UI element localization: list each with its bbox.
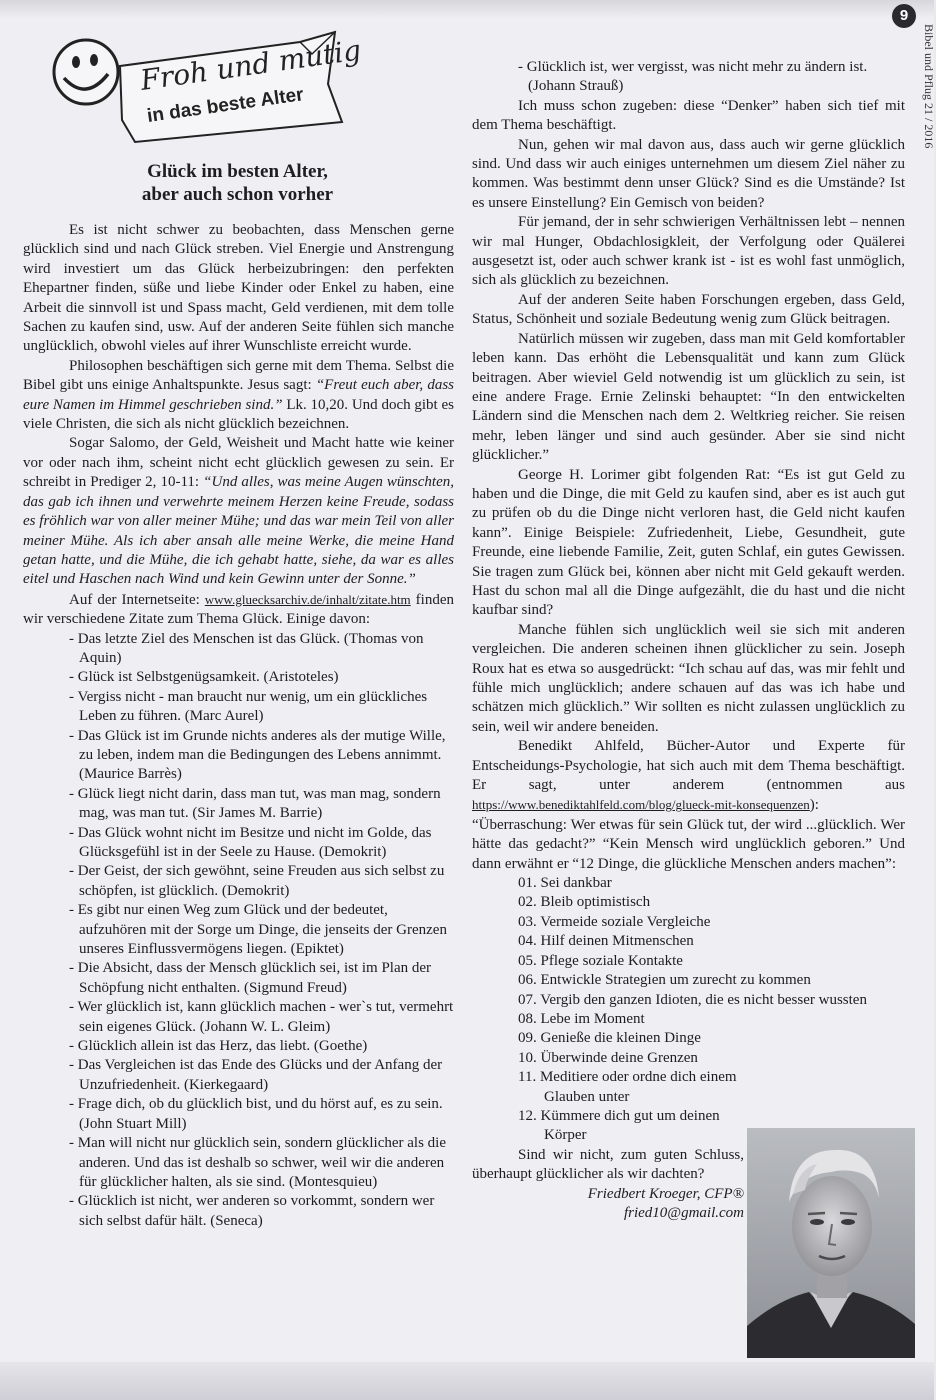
title-line2: aber auch schon vorher	[141, 184, 334, 205]
paragraph-r3: Für jemand, der in sehr schwierigen Verhältnissen lebt – nennen wir mal Hunger, Obdachlosigkleit, der Verfolgung oder Quälerei ausgesetzt ist, oder auch schwer krank ist - ist es wohl fast unmöglich, sich als glücklich zu bezeichnen.	[472, 214, 905, 289]
paragraph-3	[23, 434, 454, 589]
author-photo	[747, 1128, 915, 1358]
paragraph-2-text: Philosophen beschäftigen sich gerne mit dem Thema. Selbst die Bibel gibt uns einige Anhaltspunkte. Jesus sagt:	[23, 357, 454, 394]
quote-item: - Frage dich, ob du glücklich bist, und du hörst auf, es zu sein. (John Stuart Mill)	[69, 1096, 443, 1132]
paragraph-2-text-end: Lk. 10,20. Und doch gibt es viele Christen, die sich als nicht glücklich bezeichnen.	[23, 396, 455, 433]
list-item: 11. Meditiere oder ordne dich einem Glauben unter	[518, 1069, 737, 1105]
zitate-link[interactable]: www.gluecksarchiv.de/inhalt/zitate.htm	[204, 591, 411, 607]
quote-item: - Das Vergleichen ist das Ende des Glücks und der Anfang der Unzufriedenheit. (Kierkegaard)	[69, 1057, 443, 1093]
paragraph-r8-text-end: ): “Überraschung: Wer etwas für sein Glück tut, der wird ...glücklich. Wer hätte das gedacht?” “Kein Mensch wird unglücklich geboren.” Und dann erwähnt er “12 Dinge, die glückliche Menschen anders machen”:	[472, 797, 905, 872]
list-item: 01. Sei dankbar	[518, 875, 612, 892]
twelve-things-list	[472, 874, 905, 1146]
page-bottom-edge	[0, 1362, 934, 1400]
paragraph-r2: Nun, gehen wir mal davon aus, dass auch wir gerne glücklich sind. Und dass wir auch einiges unternehmen um diesem Ziel näher zu kommen. Was bestimmt denn unser Glück? Sind es die Umstände? Ist es unsere Einstellung? Ein Gemisch von beiden?	[472, 136, 905, 211]
list-item: 08. Lebe im Moment	[518, 1010, 645, 1027]
list-item: 02. Bleib optimistisch	[518, 894, 651, 911]
closing-block	[472, 1146, 744, 1224]
banner-line1: Froh und mutig	[138, 33, 364, 97]
bible-quote-prediger: “Und alles, was meine Augen wünschten, das gab ich ihnen und verwehrte meinem Herzen keine Freude, sodass es fröhlich war von aller meiner Mühe; und das war mein Teil von aller meiner Mühe. Als ich aber ansah alle meine Werke, die meine Hand getan hatte, und die Mühe, die ich gehabt hatte, siehe, da war es alles eitel und Haschen nach Wind und kein Gewinn unter der Sonne.”	[23, 474, 454, 588]
page-number: 9	[892, 4, 916, 28]
left-column	[23, 221, 454, 1231]
quote-item: - Vergiss nicht - man braucht nur wenig, um ein glückliches Leben zu führen. (Marc Aurel)	[69, 688, 428, 725]
quote-item: - Glücklich allein ist das Herz, das liebt. (Goethe)	[69, 1038, 368, 1055]
author-name: Friedbert Kroeger, CFP®	[587, 1185, 744, 1202]
title-line1: Glück im besten Alter,	[147, 161, 328, 182]
quote-item: - Glücklich ist, wer vergisst, was nicht mehr zu ändern ist. (Johann Strauß)	[518, 59, 868, 95]
paragraph-3-text: Sogar Salomo, der Geld, Weisheit und Macht hatte wie keiner vor oder nach ihm, scheint nicht echt glücklich gewesen zu sein. Er schreibt in Prediger 2, 10-11:	[23, 435, 454, 491]
paragraph-2	[23, 357, 454, 435]
list-item: 10. Überwinde deine Grenzen	[518, 1049, 698, 1066]
quote-item: - Wer glücklich ist, kann glücklich machen - wer`s tut, vermehrt sein eigenes Glück. (Johann W. L. Gleim)	[69, 999, 454, 1035]
bible-quote-luke: “Freut euch aber, dass eure Namen im Himmel geschrieben sind.”	[23, 377, 455, 413]
paragraph-4-text: Auf der Internetseite:	[69, 591, 205, 608]
author-email[interactable]: fried10@gmail.com	[623, 1204, 744, 1221]
quote-item: - Glück ist Selbstgenügsamkeit. (Aristoteles)	[69, 669, 339, 686]
quote-item: - Die Absicht, dass der Mensch glücklich sei, ist im Plan der Schöpfung nicht enthalten. (Sigmund Freud)	[69, 960, 432, 996]
list-item: 05. Pflege soziale Kontakte	[518, 952, 683, 969]
ahlfeld-link[interactable]: https://www.benediktahlfeld.com/blog/glueck-mit-konsequenzen	[472, 797, 810, 813]
smiley-icon	[54, 40, 118, 104]
banner-line2: in das beste Alter	[145, 84, 305, 127]
quote-item: - Man will nicht nur glücklich sein, sondern glücklicher als die anderen. Und das ist deshalb so schwer, weil wir die anderen für glücklicher halten, als sie sind. (Montesquieu)	[69, 1135, 446, 1190]
paragraph-4-text-end: finden wir verschiedene Zitate zum Thema Glück. Einige davon:	[23, 591, 454, 628]
paragraph-r4: Auf der anderen Seite haben Forschungen ergeben, dass Geld, Status, Schönheit und soziale Bedeutung wenig zum Glück beitragen.	[472, 291, 905, 328]
right-column	[472, 58, 905, 1223]
page-top-edge	[0, 0, 934, 18]
quote-item: - Das Glück ist im Grunde nichts anderes als der mutige Wille, zu leben, indem man die Bedingungen des Lebens annimmt. (Maurice Barrès)	[69, 727, 446, 783]
column-banner	[50, 24, 364, 144]
article-title	[60, 160, 415, 206]
list-item: 04. Hilf deinen Mitmenschen	[518, 933, 694, 950]
list-item: 03. Vermeide soziale Vergleiche	[518, 913, 711, 930]
side-reference: Bibel und Pflug 21 / 2016	[922, 24, 936, 149]
paragraph-r6: George H. Lorimer gibt folgenden Rat: “Es ist gut Geld zu haben und die Dinge, die mit Geld zu kaufen sind, aber es ist auch gut zu prüfen ob du die Dinge nicht verloren hast, die Geld nicht kaufen kann”. Einige Beispiele: Zufriedenheit, Liebe, Gesundheit, gute Freunde, eine liebende Familie, Zeit, guten Schlaf, ein gutes Gewissen. Sie tragen zum Glück bei, können aber nicht mit Geld gekauft werden. Hast du schon mal all die Dinge aufgezählt, die du hast und die nicht kaufbar sind?	[472, 466, 905, 619]
paragraph-4	[23, 590, 454, 630]
quote-list	[23, 630, 454, 1232]
paragraph-1: Es ist nicht schwer zu beobachten, dass Menschen gerne glücklich sind und nach Glück streben. Viel Energie und Anstrengung wird investiert um das Glück herbeizubringen: den perfekten Ehepartner finden, süße und liebe Kinder oder Enkel zu haben, eine Arbeit die sinnvoll ist und Spass macht, Geld verdienen, mit dem tolle Sachen zu kaufen sind, usw. Auf der anderen Seite fühlen sich manche unglücklich, obwohl vieles auf ihrer Wunschliste erreicht wurde.	[23, 222, 454, 355]
list-item: 09. Genieße die kleinen Dinge	[518, 1030, 701, 1047]
quote-item: - Der Geist, der sich gewöhnt, seine Freuden aus sich selbst zu schöpfen, ist glücklich. (Demokrit)	[69, 863, 445, 899]
paragraph-r5: Natürlich müssen wir zugeben, dass man mit Geld komfortabler leben kann. Das erhöht die Lebensqualität und kann zum Glück beitragen. Aber wieviel Geld notwendig ist um glücklich zu sein, ist eine andere Frage. Ernie Zelinski behauptet: “In den entwickelten Ländern sind die Menschen nach dem 2. Weltkrieg reicher. Sie reisen mehr, leben länger und sind auch gesünder. Aber sie sind nicht glücklicher.”	[472, 330, 905, 464]
quote-item: - Es gibt nur einen Weg zum Glück und der bedeutet, aufzuhören mit der Sorge um Dinge, die jenseits der Grenzen unseres Einflussvermögens liegen. (Epiktet)	[69, 902, 447, 958]
quote-list-continued	[472, 58, 905, 97]
paragraph-r1: Ich muss schon zugeben: diese “Denker” haben sich tief mit dem Thema beschäftigt.	[472, 97, 905, 134]
list-item: 07. Vergib den ganzen Idioten, die es nicht besser wussten	[518, 991, 867, 1008]
quote-item: - Glücklich ist nicht, wer anderen so vorkommt, sondern wer sich selbst dafür hält. (Seneca)	[69, 1193, 435, 1229]
list-item: 12. Kümmere dich gut um deinen Körper	[518, 1107, 720, 1144]
quote-item: - Das letzte Ziel des Menschen ist das Glück. (Thomas von Aquin)	[69, 630, 424, 666]
quote-item: - Glück liegt nicht darin, dass man tut, was man mag, sondern mag, was man tut. (Sir James M. Barrie)	[69, 785, 441, 822]
list-item: 06. Entwickle Strategien um zurecht zu kommen	[518, 972, 811, 989]
paragraph-r7: Manche fühlen sich unglücklich weil sie sich mit anderen vergleichen. Die anderen scheinen ihnen glücklicher zu sein. Joseph Roux hat es etwa so ausgedrückt: “Ich schau auf das, was mir fehlt und fühle mich unglücklich; andere schauen auf das was ich habe und schätzen mich glücklich.” Wir sollten es nicht zulassen unglücklich zu sein, weil wir andere beneiden.	[472, 621, 905, 735]
closing-paragraph: Sind wir nicht, zum guten Schluss, überhaupt glücklicher als wir dachten?	[472, 1146, 744, 1183]
quote-item: - Das Glück wohnt nicht im Besitze und nicht im Golde, das Glücksgefühl ist in der Seele zu Hause. (Demokrit)	[69, 824, 432, 860]
paragraph-r8	[472, 737, 905, 874]
paragraph-r8-text: Benedikt Ahlfeld, Bücher-Autor und Experte für Entscheidungs-Psychologie, hat sich auch mit dem Thema beschäftigt. Er sagt, unter anderem (entnommen aus	[472, 738, 905, 794]
